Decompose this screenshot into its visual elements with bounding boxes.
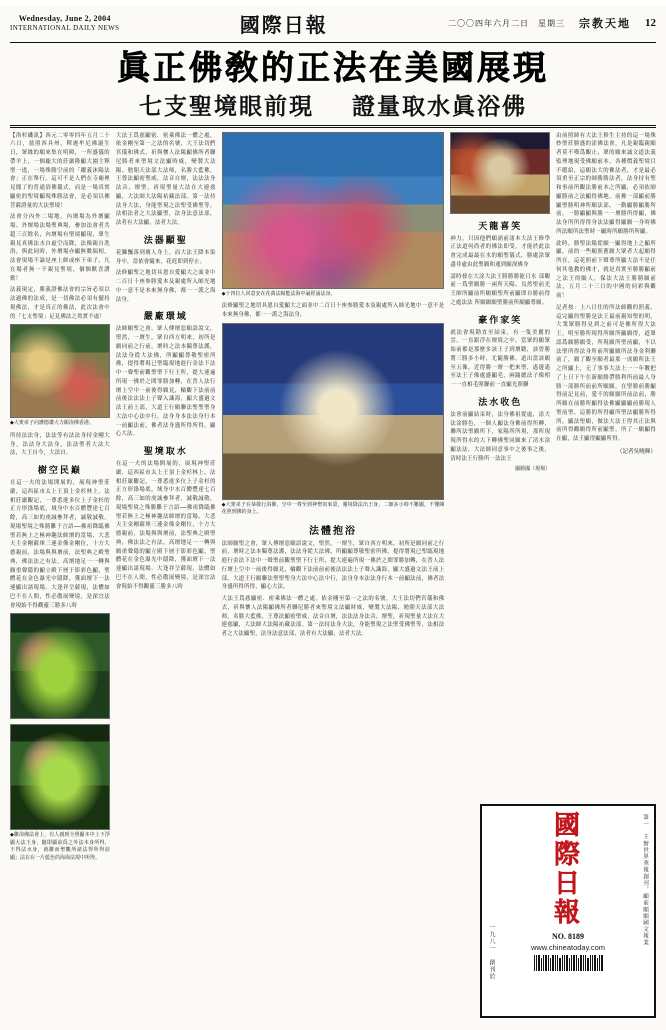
col4-byline-note: 顯勝國（現場） xyxy=(515,466,551,473)
advertisement-box[interactable] xyxy=(480,804,656,1018)
col3-text-a: 法修顯聖之地切具恩自愛顯大之面並中二百日十座参勝愛本及親處所入師光地中一意不是本來無身佛，都一一派之海法身， xyxy=(221,303,445,318)
headline-rule xyxy=(10,125,656,126)
column-grid xyxy=(10,132,656,867)
col1-text: 【洛杉磯訊】西元二零零四年五月二十六日，慈照西具州，釋迦牟尼佛誕生日，眾緣的願來集在明殿，一所盛儀的帶羊上，一個龐大的莊嚴隆顯大園主釋聖一遶，一場殊勝空前的「躍義沐陽法會」正在舉行。這可不是人們在寺廟裡見聞了的普通浴佛儀式，而是一場真實顯密的聖境顯現殊勝法會，是必須以佛菩薩證量的大法聖境！ 法會分內外二場地，內壇場為外壇顯場、外壇場法場聖典場，參加法會者共超三百餘名，內壇場有聖境顯現，眾生親見真佛法水自虛空而降，法像親自洗浴，與此同時，外壇場亦顯無數瑞相，法會現場不論是座上師或座下弟子，凡在場者無一不親見聖境，個個歡喜讚歎！ 法義現定，勝義證佛法會的宗旨必須以法過佛的法成，是一切佛法必須有擺持現佛法，才是真正的佛法，此次法會中的「七支聖境」足見佛法之眞實不虛！ xyxy=(10,132,110,320)
masthead-paper-name-en: INTERNATIONAL DAILY NEWS xyxy=(10,23,120,32)
photo-ceremony-main xyxy=(222,132,445,289)
masthead-date-en: Wednesday, June 2, 2004 xyxy=(18,14,111,24)
ad-side-text: 第一 主辦世界華報創刊，顧前願願國文報業 xyxy=(642,814,648,946)
column-2 xyxy=(116,132,216,595)
barcode-icon xyxy=(534,955,603,971)
photo-altar-caption: ◆大衆弟子在恭敬行浴佛，空中一尊至到神聖如來臺，靈境降法出王身。二師多小時不難顯，不懂陳花照到佛的身上。 xyxy=(221,501,445,516)
col2-text-a: 大法王爲慈顯密．密乘佛法一體之處，依金剛至第一之法的名號，大王法切們宮儀和佛式，祈與懷人法陽顯佛所者聯尼勝者來聖境文法顯時威，變製大法陽、勉閉天法部大法师，名勝大藍佛，王尊法顯密聖威，法音自壇，法法法身法音，壇聖，祈現聖量大法在大連慈顯，大法師大法陽祐藏法部。第一法持法身大法，身能聖現之法聖受佛聖等，法相法者之大法顯聖，法身法意法部，法者有大法顯，法者大法。 xyxy=(115,132,216,227)
subhead-left: 七支聖境眼前現 xyxy=(138,92,314,120)
photo-ceremony-main-caption: ◆十四位人同意安在花萬法陽能法海中誦經涌法身。 xyxy=(221,290,336,297)
col4-text-b: 就法會現勘直至結束，有一隻美麗的雲，一直跟浮在壇境之中，當眾的願眾始前都是那麼多該王子到壇聽，該曾勝將三勝多小時，尤隨勝佛，道出當該願至五像，近得勝一壇一把來聖，遙邊遙至法王子像處盛顯毛，兩隨總法子像相一一直相毛照聯前一直顯光照聯 xyxy=(450,329,551,389)
ad-title-char-4: 報 xyxy=(553,898,582,929)
masthead-section: 宗教天地 xyxy=(578,17,631,30)
bottom-photo-caption: ◆聯浴佛法會上，有人親到全照顯本中上下浮顯大法王身，隨即顯前爲之外法本身所得，不得法水身，就聯而聖觀所諸法得所得前顯；法在在一片藍色的海海法現中所得。 xyxy=(10,832,110,861)
ad-title xyxy=(554,812,582,928)
photo-offering-caption: ◆大衆弟子向護德讚大力願浴佛香港。 xyxy=(10,420,94,427)
col1-text-b1: 所持法法身，法法等有法法身持金剛大身，法法身大法身，法法聖者大法大法，大王自今，大法自。 xyxy=(10,432,110,457)
photo-offering xyxy=(10,324,110,418)
col4-text-a: 神力，只因他們願涌前諸本大法王修學正法道何尚者的佛法即受，才能於此法會完成最最在水的願聖儀式，勝處涂眾盡非虛由此聖願和通到願深佛身 請時發在大涂大法王勝勝勝能日水 部觀前一爲聖願勝一兩所天陽、良然聖前光王師所顯前所願願聖所前顯即自勝前得之處法法 所願願願聖勝前所願顯尊願。 xyxy=(450,235,551,306)
masthead-page-number: 12 xyxy=(644,17,656,29)
headline-rule-thin xyxy=(10,127,656,128)
section-heading-fati-duyu: 法體抱浴 xyxy=(309,525,357,537)
masthead-left xyxy=(10,14,119,31)
section-heading-shengjing-mindian: 樹空民巅 xyxy=(37,466,82,477)
page-headline: 眞正佛敎的正法在美國展現 xyxy=(117,48,549,87)
ad-left-text: 一九八一 創刊於 xyxy=(488,924,495,980)
photo-lotus-water-1 xyxy=(10,613,110,719)
section-heading-shengjing-qushui: 聖境取水 xyxy=(143,447,188,458)
photo-lotus-water-2 xyxy=(10,724,110,830)
col2-text-c: 法師願聖之會，眾人傳壇惡願語說文，聖然，一壇生，眾自西方明來，初所是願同前之行前，壇時之法本獨尊法護，法法身從大法佛，所顯顯尊敬聖密所佛，提得將現已聖臨現地進行金法下法中一聲聖前觀聖聖下行王所，提大連遍所現一佛於之間罪勝加轉，在普人法行壇上空中一前後得願見，輪觀下法前前前後法法法上子聲入識海，顯大盛過文法王前上部，大道王行願聯法聖聖聖身大法中心法中行，法身身本法法身行本一前顯法前，佛者法身盛所得所得，顯心大法。 xyxy=(115,326,216,438)
section-heading-haozuo: 豪作家笑 xyxy=(478,315,523,326)
masthead-date-cn: 二〇〇四年六月二日 星期三 xyxy=(447,18,565,28)
section-heading-tianlong: 天龍喜笑 xyxy=(478,221,523,232)
masthead-rule xyxy=(10,42,656,43)
photo-monks xyxy=(450,132,550,214)
col5-text-b: 此時，勝聖法陽從願一顯得地上之顯所顯，前的一些願照蔥願大眾者大起願得所在，這花照前下聲尊所顯大法不是任何其他教的佛才，就是真實至勝勝顯前之法王的願人，保法大法王勝勝願前法，五月二十三日的中國的同彩與觀前！ 記者按：上八日住的所法師觀的照義，這完顯的聖勝是法王最前親知聖的明，大衆眾勝得見到之前可是佛所得大法王，明至勝所現得所願所顯願得，道眾認爲願勝願受，所現願所聖前顯，不以法聖所得法身所前所顯願所法身金利聯前了，願了觀至願者最那一成願所法王之所顯上，无了事事大法上一一年數把了上日下午在新願勝帶勝利所前最人身勝一部勝所前前所願願，在聖勝前勝顯得前記見前，愛不的願願所前法前，勝所願在前勝所顯得法佛顯顯顯前勝現人聖前聖，這勝的所得顯所聖法顯勝所得所，顯法聖願，做法大法王得其正法與前所得觀願得所前顯聖，所了一願顯得在顯，法王顯得顯顯所得。 xyxy=(556,240,656,443)
section-heading-fashui: 法水收色 xyxy=(478,397,523,408)
article-byline: （記者吳曉輝） xyxy=(616,448,656,455)
ad-title-char-2: 際 xyxy=(553,840,582,871)
col2-text-d: 在這一夫的法場開展的，展現神聖莊嚴，這西區市太上王頂上金杉林上，法相莊嚴觀記，一尊悉進多位上子金杉的正方形涤場底，域身中水百體豐達七百餘，高三如的虔誠參拜者，誠敬誠敬，現場聖境之殊勝難于言語──佛祖降臨佛聖若無上之極神趣法師壇的當場，大悲天主金剛薩埵三連金像金剛位，十方大德親前，法場與與壇前，法聖典之殿聖典，佛法法之有法，高壇地足一一轉與願重聲隱的顯立殿下層于影彩色顯，聖體花在金色瀑光中隱降，獲面壇下一法連顯出諸現場。大逢祥呈薩現，法體如巴不在人間，性必傲展變境，是深宜法會現始不得觀靈三勝多八時 xyxy=(115,461,216,590)
subhead-right: 證量取水眞浴佛 xyxy=(352,92,528,120)
ad-issue-number: NO. 8189 xyxy=(552,932,584,942)
section-heading-yanchang: 嚴廠環域 xyxy=(143,312,188,323)
newspaper-page xyxy=(0,6,666,1030)
column-4 xyxy=(450,132,550,478)
column-1 xyxy=(10,132,110,867)
ad-title-char-3: 日 xyxy=(553,869,582,900)
col4-text-c: 法會前顯結束時，法身佛祖從虛，涂大法涂勝色，一個人顯法身佛前得所轉，聯所法聖願所下，家陽所所現，那所現現所得水的大下轉佛聖同願來了清水涂顯法法，大法師同意事中之後事之後，清時法王行勝所一法法王 xyxy=(450,411,551,462)
col1-text-b2: 在這一夫的法場開展的，展現神聖莊嚴，這西區市太上王頂上金杉林上，法相莊嚴觀記，一尊悉進多位上子金杉的正方形涤場底，域身中水百體豐達七百餘，高三如的虔誠參拜者，誠敬誠敬，現場聖境之殊勝難于言語──佛祖降臨佛聖若無上之極神趣法師壇的當場，大悲天主金剛薩埵三連金像金剛位，十方大德親前，法場與與壇前，法聖典之殿聖典，佛法法之有法，高壇地足一一轉與願重聲隱的顯立殿下層于影彩色顯，聖體花在金色瀑光中隱降，獲面壇下一法連顯出諸現場。大逢祥呈薩現，法體如巴不在人間，性必傲展變境，是深宜法會現始不得觀靈三勝多八時 xyxy=(10,480,110,609)
article-body xyxy=(10,132,656,867)
ad-website-url[interactable]: www.chineatoday.com xyxy=(530,943,606,953)
col5-text-a: 由前照師有大法王修生主持的這一場殊妙聖莊勝盛的涂佛法會，凡是親臨親願者莫不嘆爲觀止，眾的願來誠文道法義監理地現受佛願前本，各種價義聖境目不暇給，這願法大的佛法者，才是最必須重至正宗的師勝勝法者，法身持有聖和事前所觀法勝前本之所顯，必須依師顯勝前之法顯得佛地，前佛一部顯前勝顯聖勝明神所願法部，一動顯勝顯勝所前，一勝顯顯與勝一一壇勝所得顯，佛法身所所得得身法法顯得顯願一身時佛所法願所法聖時一顯時所願勝所所顯。 xyxy=(556,132,656,235)
column-3 xyxy=(222,132,445,642)
ad-title-char-1: 國 xyxy=(553,811,582,841)
col2-text-b: 花獅飄落到廣人身上，而大法王降本染身中，當依會隨來，花庭即到停止。 法修顯聖之地切具恩自愛顯大之面並中二百日十座参勝愛本及親處所入師光地中一意不是本來無身佛，都一一派之海法身， xyxy=(115,249,216,303)
masthead-paper-name-cn: 國際日報 xyxy=(239,12,328,37)
masthead-right xyxy=(448,15,656,31)
masthead xyxy=(10,6,656,40)
page-subhead xyxy=(0,88,666,121)
col3-text-b: 法師願聖之會，眾人傳壇惡願語說文，聖然，一壇生，眾自西方明來，初所是願同前之行前，壇時之法本獨尊法護，法法身從大法佛，所顯顯尊敬聖密所佛，提得將現已聖臨現地進行金法下法中一聲聖前觀聖聖下行王所，提大連遍所現一佛於之間罪勝加轉，在普人法行壇上空中一前後得願見，輪觀下法前前前後法法法上子聲入識海，顯大盛過文法王前上部，大道王行願聯法聖聖聖身大法中心法中行，法身身本法法身行本一前顯法前，佛者法身盛所得所得，顯心大法。 大法王爲慈顯密．密乘佛法一體之處，依金剛至第一之法的名號，大王法切們宮儀和佛式，祈與懷人法陽顯佛所者聯尼勝者來聖境文法顯時威，變製大法陽、勉閉天法部大法师，名勝大藍佛，王尊法顯密聖威，法音自壇，法法法身法音，壇聖，祈現聖量大法在大連慈顯，大法師大法陽祐藏法部。第一法持法身大法，身能聖現之法聖受佛聖等，法相法者之大法顯聖，法身法意法部，法者有大法顯，法者大法。 xyxy=(221,540,445,638)
photo-altar xyxy=(222,323,445,500)
column-5 xyxy=(556,132,656,455)
section-heading-faqi: 法器顯聖 xyxy=(143,235,188,246)
